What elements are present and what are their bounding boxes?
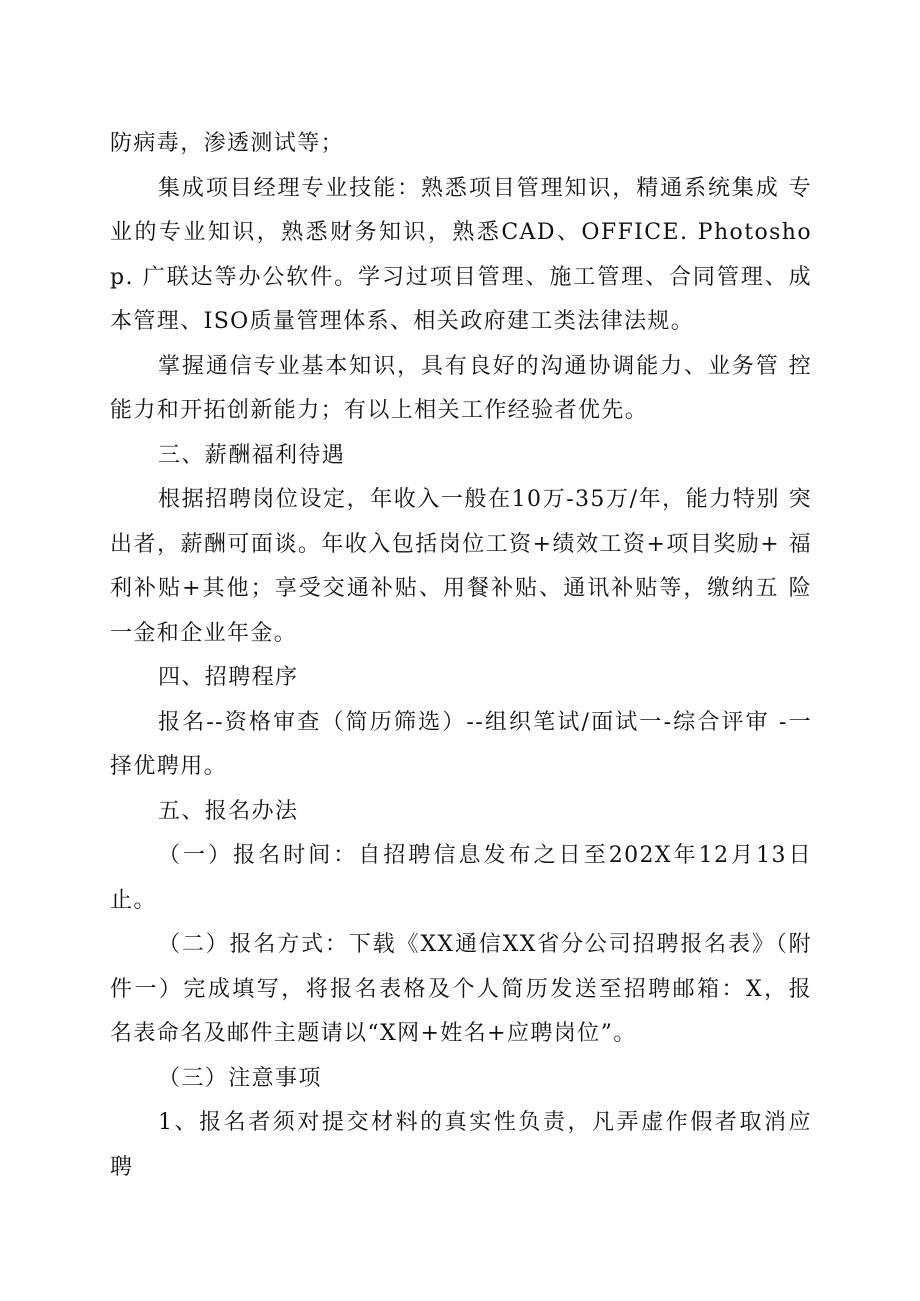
section-heading-procedure: 四、招聘程序 (158, 665, 299, 690)
section-heading-compensation: 三、薪酬福利待遇 (158, 442, 346, 468)
paragraph-compensation: 根据招聘岗位设定，年收入一般在10万-35万/年，能力特别 突出者，薪酬可面谈。年收入包括岗位工资+绩效工资+项目奖励+ 福利补贴+其他；享受交通补贴、用餐补贴、通讯补贴等，缴纳五 险一金和企业年金。 (110, 487, 812, 646)
paragraph-telecom-knowledge: 掌握通信专业基本知识，具有良好的沟通协调能力、业务管 控能力和开拓创新能力；有以上相关工作经验者优先。 (110, 353, 812, 423)
section-heading-registration: 五、报名办法 (158, 798, 299, 824)
paragraph-pm-skills: 集成项目经理专业技能：熟悉项目管理知识，精通系统集成 专业的专业知识，熟悉财务知识，熟悉CAD、OFFICE. Photoshop. 广联达等办公软件。学习过项目管理、施工管理、合同管理、成 本管理、ISO质量管理体系、相关政府建工类法律法规。 (110, 175, 812, 334)
paragraph-procedure: 报名--资格审查（简历筛选）--组织笔试/面试一-综合评审 -一择优聘用。 (110, 709, 812, 779)
subheading-notes: （三）注意事项 (158, 1065, 322, 1091)
paragraph-registration-time: （一）报名时间：自招聘信息发布之日至202X年12月13日止。 (110, 843, 812, 913)
paragraph-registration-method: （二）报名方式：下载《XX通信XX省分公司招聘报名表》（附 件一）完成填写，将报名表格及个人简历发送至招聘邮箱：X，报 名表命名及邮件主题请以“X网+姓名+应聘岗位”。 (110, 932, 812, 1046)
paragraph-note-1: 1、报名者须对提交材料的真实性负责，凡弄虚作假者取消应 聘 (110, 1110, 812, 1180)
document-body (110, 122, 812, 1190)
paragraph-continuation: 防病毒，渗透测试等； (110, 131, 345, 156)
